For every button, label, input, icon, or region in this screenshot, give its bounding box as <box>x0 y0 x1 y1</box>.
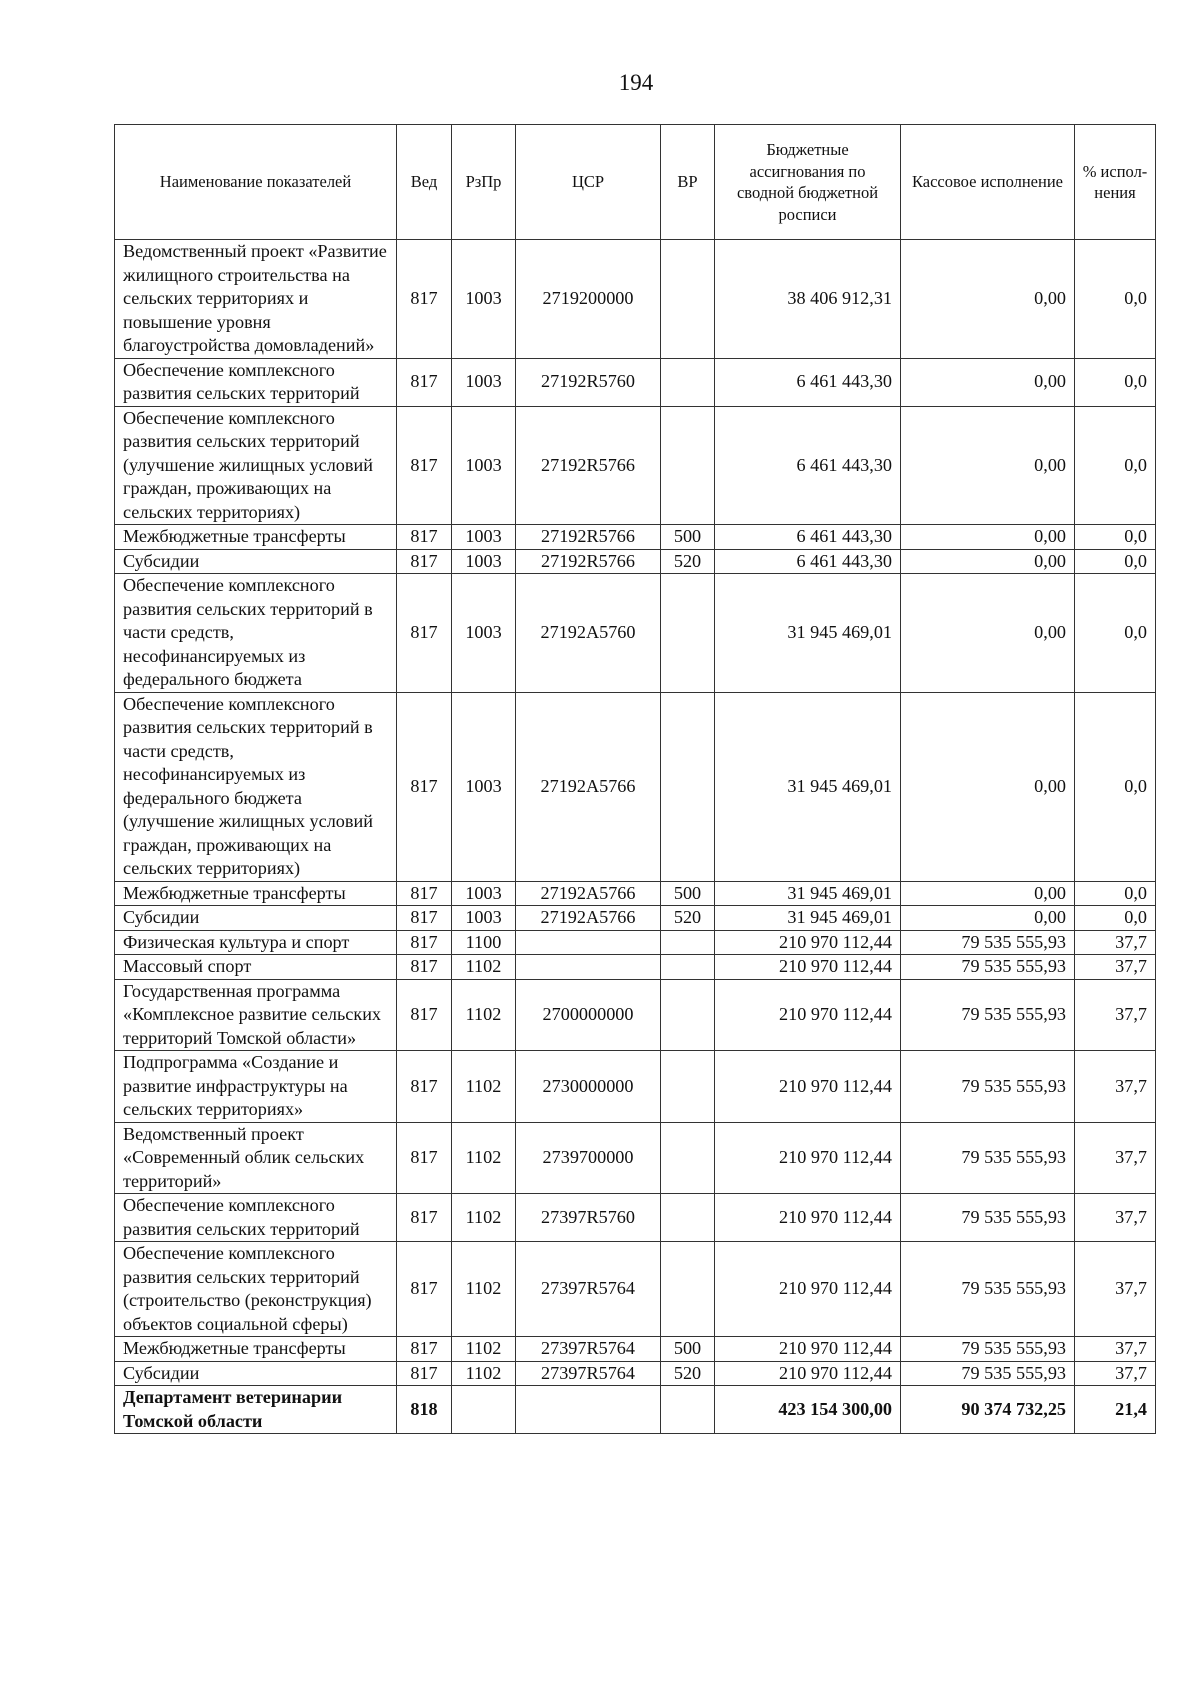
name-cell: Обеспечение комплексного развития сельских территорий <box>115 358 397 406</box>
ved-cell: 817 <box>397 1051 452 1123</box>
vr-cell: 500 <box>661 881 715 906</box>
budget-table <box>114 124 1156 1434</box>
percent-cell: 37,7 <box>1075 955 1156 980</box>
table-row <box>115 574 1156 693</box>
execution-cell: 79 535 555,93 <box>901 979 1075 1051</box>
rzpr-cell <box>452 1386 516 1434</box>
rzpr-cell: 1003 <box>452 574 516 693</box>
vr-cell: 520 <box>661 906 715 931</box>
percent-cell: 0,0 <box>1075 525 1156 550</box>
name-cell: Межбюджетные трансферты <box>115 525 397 550</box>
ved-cell: 817 <box>397 358 452 406</box>
table-row <box>115 1337 1156 1362</box>
execution-cell: 0,00 <box>901 574 1075 693</box>
ved-cell: 817 <box>397 574 452 693</box>
table-row <box>115 406 1156 525</box>
csr-cell: 27192A5766 <box>516 906 661 931</box>
vr-cell <box>661 955 715 980</box>
name-cell: Субсидии <box>115 1361 397 1386</box>
csr-cell: 2719200000 <box>516 240 661 359</box>
vr-cell <box>661 1386 715 1434</box>
header-vr: ВР <box>661 125 715 240</box>
execution-cell: 0,00 <box>901 240 1075 359</box>
ved-cell: 817 <box>397 525 452 550</box>
vr-cell <box>661 692 715 881</box>
table-row <box>115 525 1156 550</box>
rzpr-cell: 1102 <box>452 1051 516 1123</box>
vr-cell: 520 <box>661 1361 715 1386</box>
table-row <box>115 906 1156 931</box>
name-cell: Субсидии <box>115 549 397 574</box>
percent-cell: 0,0 <box>1075 240 1156 359</box>
execution-cell: 79 535 555,93 <box>901 1361 1075 1386</box>
ved-cell: 817 <box>397 1242 452 1337</box>
name-cell: Массовый спорт <box>115 955 397 980</box>
assignments-cell: 210 970 112,44 <box>715 1242 901 1337</box>
rzpr-cell: 1102 <box>452 1337 516 1362</box>
vr-cell <box>661 979 715 1051</box>
vr-cell <box>661 358 715 406</box>
table-row <box>115 881 1156 906</box>
header-name: Наименование показателей <box>115 125 397 240</box>
table-header <box>115 125 1156 240</box>
rzpr-cell: 1003 <box>452 692 516 881</box>
ved-cell: 817 <box>397 1337 452 1362</box>
csr-cell <box>516 1386 661 1434</box>
assignments-cell: 6 461 443,30 <box>715 358 901 406</box>
table-row <box>115 692 1156 881</box>
execution-cell: 79 535 555,93 <box>901 1337 1075 1362</box>
rzpr-cell: 1102 <box>452 1122 516 1194</box>
assignments-cell: 31 945 469,01 <box>715 574 901 693</box>
vr-cell: 500 <box>661 1337 715 1362</box>
vr-cell <box>661 240 715 359</box>
csr-cell: 2730000000 <box>516 1051 661 1123</box>
table-row <box>115 1242 1156 1337</box>
ved-cell: 817 <box>397 1122 452 1194</box>
execution-cell: 79 535 555,93 <box>901 1242 1075 1337</box>
percent-cell: 0,0 <box>1075 692 1156 881</box>
assignments-cell: 38 406 912,31 <box>715 240 901 359</box>
rzpr-cell: 1102 <box>452 955 516 980</box>
execution-cell: 0,00 <box>901 692 1075 881</box>
name-cell: Ведомственный проект «Развитие жилищного строительства на сельских территориях и повышение уровня благоустройства домовладений» <box>115 240 397 359</box>
percent-cell: 0,0 <box>1075 549 1156 574</box>
assignments-cell: 6 461 443,30 <box>715 525 901 550</box>
csr-cell: 27192R5760 <box>516 358 661 406</box>
table-row <box>115 358 1156 406</box>
assignments-cell: 210 970 112,44 <box>715 1337 901 1362</box>
assignments-cell: 423 154 300,00 <box>715 1386 901 1434</box>
ved-cell: 817 <box>397 692 452 881</box>
percent-cell: 37,7 <box>1075 979 1156 1051</box>
vr-cell <box>661 406 715 525</box>
execution-cell: 0,00 <box>901 906 1075 931</box>
execution-cell: 0,00 <box>901 549 1075 574</box>
name-cell: Обеспечение комплексного развития сельских территорий в части средств, несофинансируемых из федерального бюджета <box>115 574 397 693</box>
vr-cell <box>661 1051 715 1123</box>
csr-cell: 27192A5766 <box>516 881 661 906</box>
rzpr-cell: 1003 <box>452 549 516 574</box>
execution-cell: 79 535 555,93 <box>901 1122 1075 1194</box>
rzpr-cell: 1102 <box>452 1194 516 1242</box>
assignments-cell: 210 970 112,44 <box>715 979 901 1051</box>
ved-cell: 817 <box>397 979 452 1051</box>
percent-cell: 37,7 <box>1075 1051 1156 1123</box>
csr-cell: 27192R5766 <box>516 406 661 525</box>
name-cell: Обеспечение комплексного развития сельских территорий <box>115 1194 397 1242</box>
execution-cell: 0,00 <box>901 358 1075 406</box>
ved-cell: 817 <box>397 930 452 955</box>
percent-cell: 37,7 <box>1075 1194 1156 1242</box>
execution-cell: 0,00 <box>901 525 1075 550</box>
assignments-cell: 210 970 112,44 <box>715 1122 901 1194</box>
ved-cell: 817 <box>397 549 452 574</box>
ved-cell: 818 <box>397 1386 452 1434</box>
execution-cell: 79 535 555,93 <box>901 1051 1075 1123</box>
percent-cell: 37,7 <box>1075 1337 1156 1362</box>
assignments-cell: 6 461 443,30 <box>715 549 901 574</box>
percent-cell: 37,7 <box>1075 1122 1156 1194</box>
header-rzpr: РзПр <box>452 125 516 240</box>
percent-cell: 0,0 <box>1075 906 1156 931</box>
percent-cell: 0,0 <box>1075 881 1156 906</box>
header-csr: ЦСР <box>516 125 661 240</box>
rzpr-cell: 1102 <box>452 979 516 1051</box>
header-assignments: Бюджетные ассигнования по сводной бюджетной росписи <box>715 125 901 240</box>
percent-cell: 0,0 <box>1075 358 1156 406</box>
assignments-cell: 31 945 469,01 <box>715 881 901 906</box>
ved-cell: 817 <box>397 1361 452 1386</box>
rzpr-cell: 1003 <box>452 406 516 525</box>
assignments-cell: 210 970 112,44 <box>715 930 901 955</box>
csr-cell: 27192A5766 <box>516 692 661 881</box>
rzpr-cell: 1003 <box>452 906 516 931</box>
name-cell: Межбюджетные трансферты <box>115 1337 397 1362</box>
name-cell: Обеспечение комплексного развития сельских территорий (строительство (реконструкция) объектов социальной сферы) <box>115 1242 397 1337</box>
csr-cell: 27397R5764 <box>516 1337 661 1362</box>
assignments-cell: 210 970 112,44 <box>715 1194 901 1242</box>
rzpr-cell: 1102 <box>452 1361 516 1386</box>
table-row <box>115 955 1156 980</box>
csr-cell: 27397R5760 <box>516 1194 661 1242</box>
ved-cell: 817 <box>397 406 452 525</box>
name-cell: Физическая культура и спорт <box>115 930 397 955</box>
csr-cell <box>516 955 661 980</box>
vr-cell <box>661 574 715 693</box>
table-row <box>115 1361 1156 1386</box>
percent-cell: 21,4 <box>1075 1386 1156 1434</box>
name-cell: Обеспечение комплексного развития сельских территорий в части средств, несофинансируемых из федерального бюджета (улучшение жилищных условий граждан, проживающих на сельских территориях) <box>115 692 397 881</box>
table-row <box>115 1386 1156 1434</box>
name-cell: Обеспечение комплексного развития сельских территорий (улучшение жилищных условий граждан, проживающих на сельских территориях) <box>115 406 397 525</box>
table-row <box>115 549 1156 574</box>
table-row <box>115 1122 1156 1194</box>
csr-cell: 27192A5760 <box>516 574 661 693</box>
csr-cell: 27192R5766 <box>516 525 661 550</box>
assignments-cell: 210 970 112,44 <box>715 1051 901 1123</box>
table-row <box>115 979 1156 1051</box>
header-percent: % испол-нения <box>1075 125 1156 240</box>
rzpr-cell: 1003 <box>452 358 516 406</box>
name-cell: Субсидии <box>115 906 397 931</box>
vr-cell <box>661 1122 715 1194</box>
assignments-cell: 210 970 112,44 <box>715 1361 901 1386</box>
percent-cell: 37,7 <box>1075 930 1156 955</box>
csr-cell: 2739700000 <box>516 1122 661 1194</box>
rzpr-cell: 1003 <box>452 240 516 359</box>
table-row <box>115 1194 1156 1242</box>
execution-cell: 0,00 <box>901 881 1075 906</box>
percent-cell: 0,0 <box>1075 574 1156 693</box>
csr-cell: 2700000000 <box>516 979 661 1051</box>
vr-cell: 520 <box>661 549 715 574</box>
execution-cell: 79 535 555,93 <box>901 955 1075 980</box>
execution-cell: 79 535 555,93 <box>901 1194 1075 1242</box>
rzpr-cell: 1003 <box>452 881 516 906</box>
execution-cell: 79 535 555,93 <box>901 930 1075 955</box>
rzpr-cell: 1003 <box>452 525 516 550</box>
csr-cell: 27192R5766 <box>516 549 661 574</box>
ved-cell: 817 <box>397 955 452 980</box>
table-row <box>115 1051 1156 1123</box>
ved-cell: 817 <box>397 240 452 359</box>
assignments-cell: 210 970 112,44 <box>715 955 901 980</box>
ved-cell: 817 <box>397 1194 452 1242</box>
ved-cell: 817 <box>397 881 452 906</box>
csr-cell <box>516 930 661 955</box>
csr-cell: 27397R5764 <box>516 1361 661 1386</box>
name-cell: Межбюджетные трансферты <box>115 881 397 906</box>
page-number: 194 <box>618 70 654 95</box>
assignments-cell: 6 461 443,30 <box>715 406 901 525</box>
execution-cell: 0,00 <box>901 406 1075 525</box>
vr-cell <box>661 1194 715 1242</box>
rzpr-cell: 1100 <box>452 930 516 955</box>
assignments-cell: 31 945 469,01 <box>715 692 901 881</box>
vr-cell <box>661 930 715 955</box>
table-row <box>115 930 1156 955</box>
percent-cell: 37,7 <box>1075 1361 1156 1386</box>
rzpr-cell: 1102 <box>452 1242 516 1337</box>
table-row <box>115 240 1156 359</box>
assignments-cell: 31 945 469,01 <box>715 906 901 931</box>
execution-cell: 90 374 732,25 <box>901 1386 1075 1434</box>
name-cell: Ведомственный проект «Современный облик сельских территорий» <box>115 1122 397 1194</box>
header-ved: Вед <box>397 125 452 240</box>
csr-cell: 27397R5764 <box>516 1242 661 1337</box>
vr-cell <box>661 1242 715 1337</box>
name-cell: Департамент ветеринарии Томской области <box>115 1386 397 1434</box>
vr-cell: 500 <box>661 525 715 550</box>
name-cell: Государственная программа «Комплексное развитие сельских территорий Томской области» <box>115 979 397 1051</box>
header-execution: Кассовое исполнение <box>901 125 1075 240</box>
percent-cell: 37,7 <box>1075 1242 1156 1337</box>
percent-cell: 0,0 <box>1075 406 1156 525</box>
ved-cell: 817 <box>397 906 452 931</box>
table-body <box>115 240 1156 1434</box>
name-cell: Подпрограмма «Создание и развитие инфраструктуры на сельских территориях» <box>115 1051 397 1123</box>
